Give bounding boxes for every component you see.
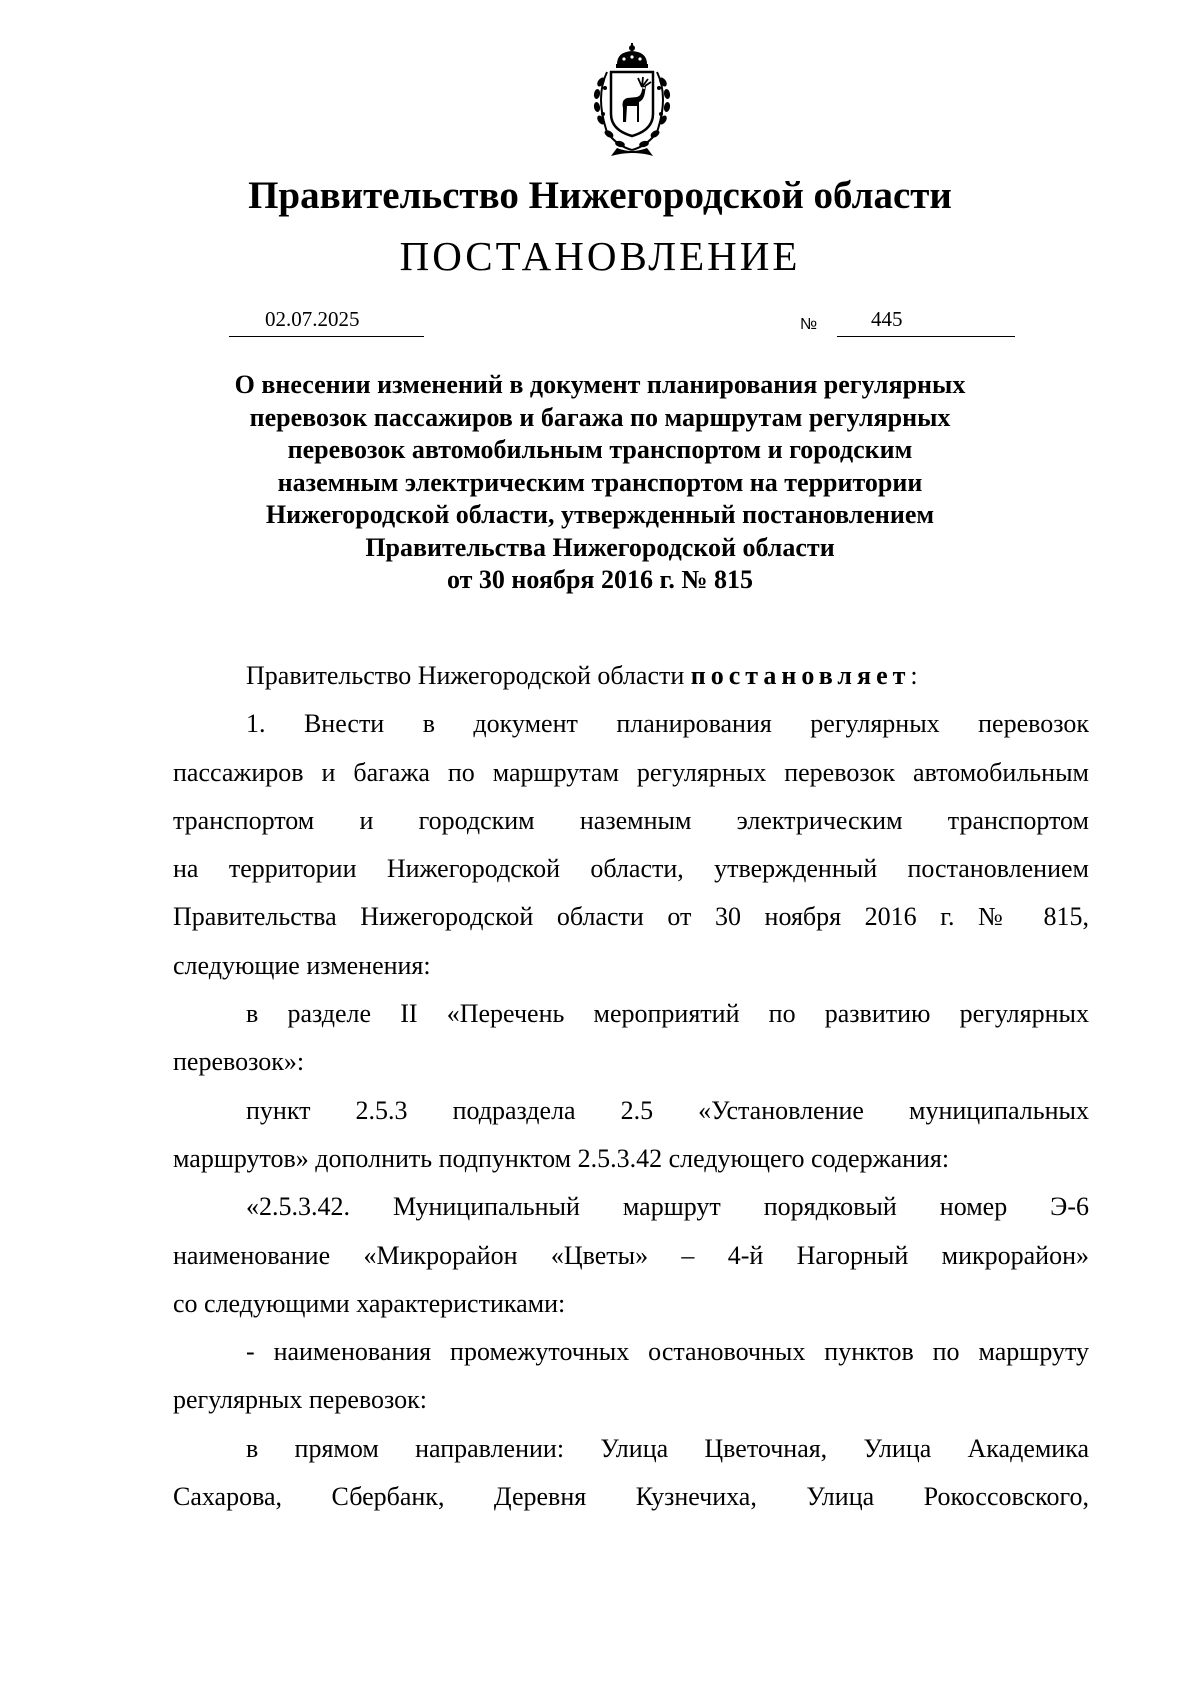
body-line: Сахарова, Сбербанк, Деревня Кузнечиха, Улица Рокоссовского, xyxy=(173,1482,1089,1512)
document-number-field xyxy=(837,307,1015,337)
preamble-text: Правительство Нижегородской области xyxy=(246,661,691,690)
preamble xyxy=(173,652,1089,700)
body-line: 1. Внести в документ планирования регулярных перевозок xyxy=(246,709,1089,739)
document-date: 02.07.2025 xyxy=(265,307,360,331)
body-line: маршрутов» дополнить подпунктом 2.5.3.42 следующего содержания: xyxy=(173,1143,950,1173)
body-line: транспортом и городским наземным электрическим транспортом xyxy=(173,805,1089,835)
document-subject xyxy=(0,369,1200,597)
document-type: ПОСТАНОВЛЕНИЕ xyxy=(399,233,801,279)
body-line: пункт 2.5.3 подраздела 2.5 «Установление муниципальных xyxy=(246,1095,1089,1125)
subject-line: наземным электрическим транспортом на территории xyxy=(277,467,923,497)
body-line: на территории Нижегородской области, утвержденный постановлением xyxy=(173,854,1089,884)
body-line: перевозок»: xyxy=(173,1047,305,1077)
body-line: в разделе II «Перечень мероприятий по развитию регулярных xyxy=(246,999,1089,1029)
body-line: - наименования промежуточных остановочных пунктов по маршруту xyxy=(246,1337,1089,1367)
body-line: в прямом направлении: Улица Цветочная, Улица Академика xyxy=(246,1433,1089,1463)
subject-line: Нижегородской области, утвержденный постановлением xyxy=(265,500,935,529)
preamble-end: : xyxy=(910,661,918,690)
organization-title: Правительство Нижегородской области xyxy=(248,174,952,217)
body-line: следующие изменения: xyxy=(173,950,431,980)
subject-line: от 30 ноября 2016 г. № 815 xyxy=(446,565,753,594)
body-line: Правительства Нижегородской области от 30 ноября 2016 г. № 815, xyxy=(173,902,1089,932)
subject-line: О внесении изменений в документ планирования регулярных xyxy=(234,370,966,399)
document-body xyxy=(173,652,1089,1521)
body-line: со следующими характеристиками: xyxy=(173,1288,566,1318)
body-line: регулярных перевозок: xyxy=(173,1385,427,1415)
coat-of-arms-icon xyxy=(577,42,687,158)
body-line: наименование «Микрорайон «Цветы» – 4-й Нагорный микрорайон» xyxy=(173,1240,1089,1270)
document-date-field xyxy=(229,307,424,337)
subject-line: Правительства Нижегородской области xyxy=(365,532,835,562)
document-number: 445 xyxy=(871,307,903,331)
subject-line: перевозок пассажиров и багажа по маршрутам регулярных xyxy=(249,402,951,432)
body-line: пассажиров и багажа по маршрутам регулярных перевозок автомобильным xyxy=(173,757,1089,787)
body-line: «2.5.3.42. Муниципальный маршрут порядковый номер Э-6 xyxy=(246,1192,1089,1222)
number-sign: № xyxy=(800,316,818,333)
resolves-word: постановляет xyxy=(690,661,911,690)
subject-line: перевозок автомобильным транспортом и городским xyxy=(287,435,913,464)
